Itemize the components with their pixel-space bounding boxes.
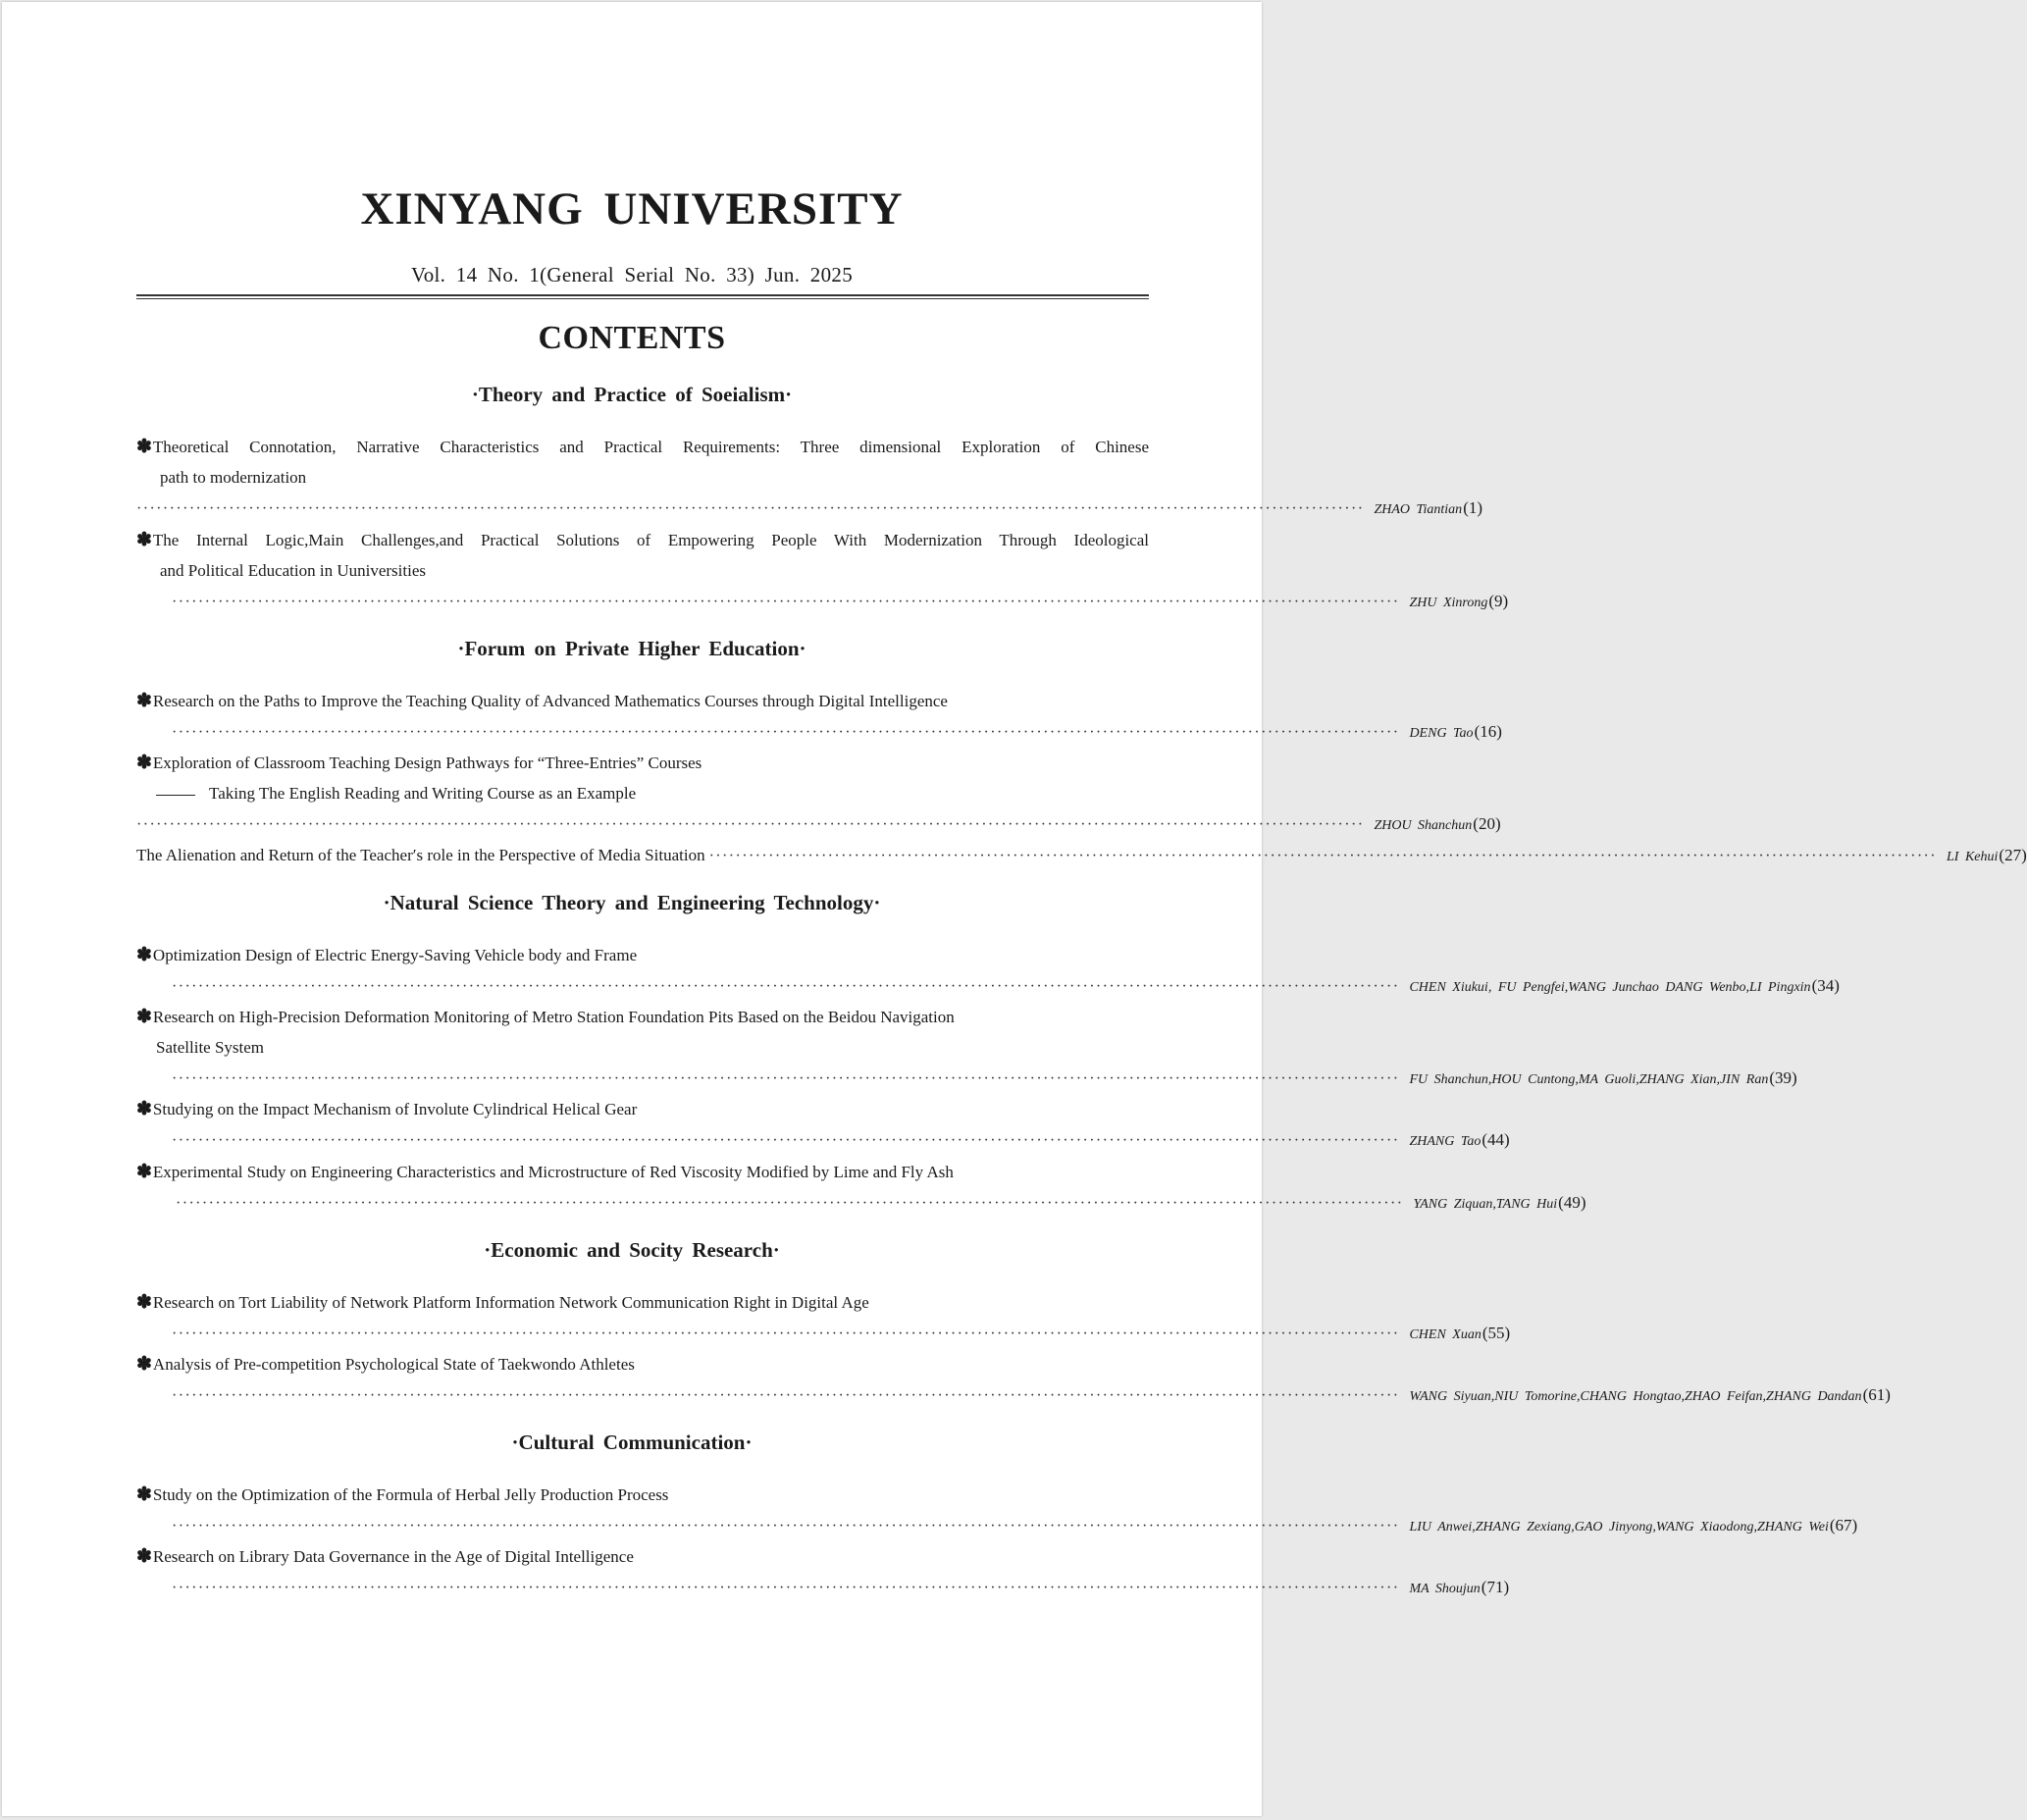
- section-title: ·Economic and Socity Research·: [484, 1238, 780, 1262]
- flower-bullet-icon: ✽: [136, 1484, 152, 1505]
- entry-leader-line: [136, 1321, 1511, 1346]
- entry-title-line[interactable]: ✽Optimization Design of Electric Energy-Saving Vehicle body and Frame: [136, 945, 638, 965]
- flower-bullet-icon: ✽: [136, 1292, 152, 1313]
- entry-title-line[interactable]: path to modernization: [160, 468, 307, 487]
- flower-bullet-icon: ✽: [136, 1007, 152, 1027]
- entry-author: MA Shoujun: [1409, 1582, 1481, 1596]
- entry-title-line[interactable]: and Political Education in Uuniversities: [160, 561, 427, 580]
- flower-bullet-icon: ✽: [136, 1099, 152, 1119]
- entry-leader-line: [136, 1066, 1797, 1091]
- entry-leader-line: [136, 719, 1502, 745]
- entry-leader-line: [136, 1127, 1510, 1153]
- entry-leader-line: [136, 1513, 1858, 1538]
- entry-title-line[interactable]: ✽Theoretical Connotation, Narrative Characteristics and Practical Requirements: Three dimensional Exploration of Chinese: [136, 437, 1149, 457]
- entry-subtitle-line[interactable]: Taking The English Reading and Writing Course as an Example: [136, 781, 1149, 806]
- section-title: ·Cultural Communication·: [511, 1430, 753, 1454]
- entry-title-line[interactable]: ✽Research on Tort Liability of Network Platform Information Network Communication Right in Digital Age: [136, 1292, 869, 1313]
- section-title: ·Natural Science Theory and Engineering Technology·: [383, 891, 881, 914]
- entry-author: YANG Ziquan,TANG Hui: [1413, 1197, 1558, 1212]
- entry-page-number[interactable]: (27): [1999, 846, 2027, 864]
- dot-leader: ··························································································································································································: [172, 594, 1400, 610]
- flower-bullet-icon: ✽: [136, 753, 152, 773]
- entry-author: LI Kehui: [1947, 850, 1999, 864]
- header-double-rule: [136, 294, 1149, 299]
- entry-title-line[interactable]: Satellite System: [156, 1038, 265, 1057]
- entry-page-number[interactable]: (67): [1829, 1516, 1858, 1534]
- entry-author: DENG Tao: [1409, 726, 1474, 741]
- contents-heading: CONTENTS: [538, 320, 726, 356]
- entry-author: CHEN Xuan: [1409, 1327, 1481, 1342]
- dot-leader: ··························································································································································································: [136, 500, 1365, 517]
- flower-bullet-icon: ✽: [136, 1354, 152, 1375]
- entry-leader-line: [136, 1190, 1586, 1216]
- dot-leader: ··························································································································································································: [172, 1518, 1400, 1534]
- entry-page-number[interactable]: (44): [1481, 1130, 1510, 1149]
- entry-page-number[interactable]: (34): [1811, 976, 1840, 995]
- entry-page-number[interactable]: (1): [1463, 498, 1483, 517]
- flower-bullet-icon: ✽: [136, 1546, 152, 1567]
- dot-leader: ··························································································································································································: [172, 978, 1400, 995]
- entry-title-line[interactable]: ✽Analysis of Pre-competition Psychological State of Taekwondo Athletes: [136, 1354, 635, 1375]
- entry-title-line[interactable]: ✽Research on High-Precision Deformation Monitoring of Metro Station Foundation Pits Based on the Beidou Navigation: [136, 1007, 955, 1027]
- entry-page-number[interactable]: (61): [1862, 1385, 1891, 1404]
- dot-leader: ··························································································································································································: [708, 848, 1938, 864]
- entry-author: LIU Anwei,ZHANG Zexiang,GAO Jinyong,WANG Xiaodong,ZHANG Wei: [1409, 1520, 1829, 1534]
- entry-leader-line: [136, 1382, 1891, 1408]
- entry-author: FU Shanchun,HOU Cuntong,MA Guoli,ZHANG Xian,JIN Ran: [1409, 1072, 1769, 1087]
- entry-page-number[interactable]: (39): [1769, 1068, 1797, 1087]
- flower-bullet-icon: ✽: [136, 945, 152, 965]
- flower-bullet-icon: ✽: [136, 691, 152, 711]
- entry-leader-line: [136, 973, 1840, 999]
- entry-author: ZHANG Tao: [1409, 1134, 1481, 1149]
- dot-leader: ··························································································································································································: [172, 1070, 1400, 1087]
- entry-title-line[interactable]: ✽Studying on the Impact Mechanism of Involute Cylindrical Helical Gear: [136, 1099, 638, 1119]
- dot-leader: ··························································································································································································: [136, 816, 1365, 833]
- entry-title-line[interactable]: ✽Research on Library Data Governance in the Age of Digital Intelligence: [136, 1546, 634, 1567]
- entry-author: ZHU Xinrong: [1409, 596, 1488, 610]
- entry-author: WANG Siyuan,NIU Tomorine,CHANG Hongtao,ZHAO Feifan,ZHANG Dandan: [1409, 1389, 1862, 1404]
- section-title: ·Forum on Private Higher Education·: [457, 637, 806, 660]
- journal-title: XINYANG UNIVERSITY: [360, 183, 904, 234]
- contents-page: [2, 2, 2027, 1816]
- entry-page-number[interactable]: (20): [1473, 814, 1501, 833]
- entry-leader-line: [136, 1575, 1510, 1600]
- dot-leader: ··························································································································································································: [172, 1580, 1400, 1596]
- entry-page-number[interactable]: (55): [1481, 1324, 1511, 1342]
- dot-leader: ··························································································································································································: [172, 724, 1400, 741]
- entry-title-line[interactable]: ✽Exploration of Classroom Teaching Design Pathways for “Three-Entries” Courses: [136, 753, 702, 773]
- section-title: ·Theory and Practice of Soeialism·: [471, 383, 793, 406]
- entry-title-line[interactable]: ✽Study on the Optimization of the Formula of Herbal Jelly Production Process: [136, 1484, 669, 1505]
- flower-bullet-icon: ✽: [136, 1162, 152, 1182]
- dot-leader: ··························································································································································································: [172, 1387, 1400, 1404]
- entry-page-number[interactable]: (49): [1558, 1193, 1586, 1212]
- em-dash: [156, 795, 195, 796]
- entry-leader-line: [136, 589, 1509, 614]
- entry-title: The Alienation and Return of the Teacher′s role in the Perspective of Media Situation: [136, 846, 705, 864]
- flower-bullet-icon: ✽: [136, 530, 152, 550]
- entry-title-line[interactable]: ✽Experimental Study on Engineering Characteristics and Microstructure of Red Viscosity Modified by Lime and Fly Ash: [136, 1162, 954, 1182]
- volume-line: Vol. 14 No. 1(General Serial No. 33) Jun. 2025: [410, 263, 854, 286]
- dot-leader: ··························································································································································································: [172, 1326, 1400, 1342]
- entry-title-line[interactable]: ✽The Internal Logic,Main Challenges,and Practical Solutions of Empowering People With Modernization Through Ideological: [136, 530, 1149, 550]
- entry-author: ZHOU Shanchun: [1374, 818, 1473, 833]
- dot-leader: ··························································································································································································: [172, 1132, 1400, 1149]
- entry-page-number[interactable]: (16): [1474, 722, 1502, 741]
- entry-author: ZHAO Tiantian: [1374, 502, 1463, 517]
- entry-author: CHEN Xiukui, FU Pengfei,WANG Junchao DANG Wenbo,LI Pingxin: [1409, 980, 1811, 995]
- entry-leader-line: [136, 811, 1501, 837]
- entry-page-number[interactable]: (71): [1481, 1578, 1510, 1596]
- entry-leader-line: [136, 495, 1483, 521]
- entry-inline[interactable]: [136, 843, 2027, 868]
- flower-bullet-icon: ✽: [136, 437, 152, 457]
- entry-page-number[interactable]: (9): [1488, 592, 1509, 610]
- entry-title-line[interactable]: ✽Research on the Paths to Improve the Teaching Quality of Advanced Mathematics Courses through Digital Intelligence: [136, 691, 948, 711]
- dot-leader: ··························································································································································································: [176, 1195, 1404, 1212]
